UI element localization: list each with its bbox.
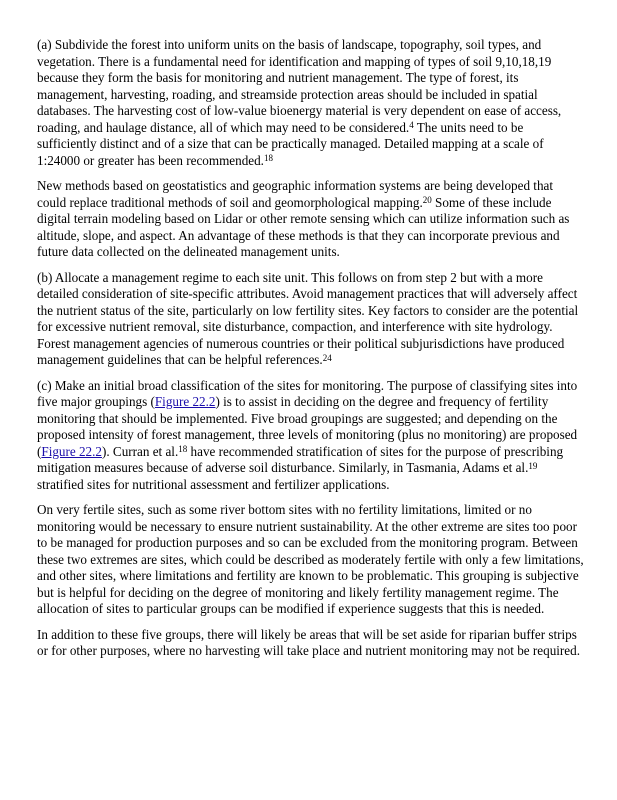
paragraph-step-b — [37, 270, 585, 369]
paragraph-text: (a) Subdivide the forest into uniform units on the basis of landscape, topography, soil types, and vegetation. There is a fundamental need for identification and mapping of types of soil 9,10,18,19 because they form the basis for monitoring and nutrient management. The type of forest, its management, harvesting, roading, and streamside protection areas should be included in spatial databases. The harvesting cost of low-value bioenergy material is very dependent on ease of access, roading, and haulage distance, all of which may need to be considered. — [37, 37, 562, 135]
paragraph-text: have recommended stratification of sites for the purpose of prescribing mitigation measures because of adverse soil disturbance. Similarly, in Tasmania, Adams et al. — [37, 443, 564, 475]
paragraph-text: New methods based on geostatistics and geographic information systems are being developed that could replace traditional methods of soil and geomorphological mapping. — [37, 178, 554, 210]
paragraph-text: ). Curran et al. — [101, 443, 179, 459]
paragraph-text: In addition to these five groups, there will likely be areas that will be set aside for riparian buffer strips or for other purposes, where no harvesting will take place and nutrient monitoring may not be required. — [37, 626, 580, 658]
paragraph-step-a — [37, 37, 585, 169]
paragraph-fertile-sites — [37, 502, 585, 618]
paragraph-step-c — [37, 378, 585, 494]
document-page — [37, 37, 585, 669]
paragraph-text: (b) Allocate a management regime to each site unit. This follows on from step 2 but with a more detailed consideration of site-specific attributes. Avoid management practices that will adversely affect the nutrient status of the site, particularly on low fertility sites. Key factors to consider are the potential for excessive nutrient removal, site disturbance, compaction, and interference with site hydrology. Forest management agencies of numerous countries or their political subjurisdictions have produced management guidelines that can be helpful references. — [37, 269, 579, 367]
paragraph-additional-groups — [37, 627, 585, 660]
figure-link[interactable]: Figure 22.2 — [41, 443, 102, 459]
paragraph-text: stratified sites for nutritional assessment and fertilizer applications. — [37, 476, 390, 492]
figure-link[interactable]: Figure 22.2 — [154, 394, 216, 409]
citation-ref: 20 — [422, 195, 432, 206]
citation-ref: 4 — [409, 120, 414, 131]
paragraph-text: On very fertile sites, such as some river bottom sites with no fertility limitations, limited or no monitoring would be necessary to ensure nutrient sustainability. At the other extreme are sites too poor to be managed for production purposes and so can be excluded from the monitoring program. Between these two extremes are sites, which could be described as moderately fertile with only a few limitations, and other sites, where limitations and fertility are known to be problematic. This grouping is subjective but is helpful for deciding on the degree of monitoring and likely fertility management regime. The allocation of sites to particular groups can be modified if experience suggests that this is needed. — [37, 502, 584, 616]
paragraph-text: (c) Make an initial broad classification of the sites for monitoring. The purpose of classifying sites into five major groupings ( — [37, 377, 578, 409]
paragraph-text: Some of these include digital terrain modeling based on Lidar or other remote sensing which can utilize information such as altitude, slope, and aspect. An advantage of these methods is that they can incorporate previous and future data collected on the delineated management units. — [37, 194, 570, 259]
citation-ref: 18 — [178, 444, 188, 455]
citation-ref: 19 — [528, 460, 538, 471]
paragraph-new-methods — [37, 178, 585, 261]
citation-ref: 18 — [263, 153, 273, 164]
paragraph-text: The units need to be sufficiently distinct and of a size that can be practically managed. Detailed mapping at a scale of 1:24000 or greater has been recommended. — [37, 119, 544, 168]
paragraph-text: ) is to assist in deciding on the degree and frequency of fertility monitoring that should be implemented. Five broad groupings are suggested; and depending on the proposed intensity of forest management, three levels of monitoring (plus no monitoring) are proposed ( — [37, 394, 578, 459]
citation-ref: 24 — [322, 352, 332, 363]
